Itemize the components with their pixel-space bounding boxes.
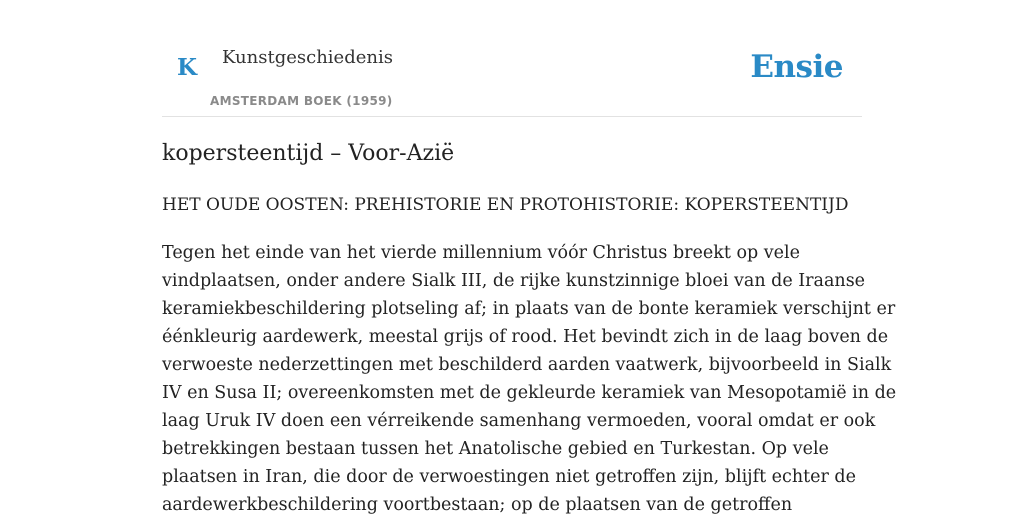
body-line: IV en Susa II; overeenkomsten met de gekleurde keramiek van Mesopotamië in de: [162, 383, 897, 403]
body-line: verwoeste nederzettingen met beschilderd aarden vaatwerk, bijvoorbeeld in Sialk: [162, 355, 892, 375]
body-line: vindplaatsen, onder andere Sialk III, de rijke kunstzinnige bloei van de Iraanse: [162, 271, 866, 291]
body-line: plaatsen in Iran, die door de verwoestingen niet getroffen zijn, blijft echter de: [162, 467, 856, 487]
body-line: betrekkingen bestaan tussen het Anatolische gebied en Turkestan. Op vele: [162, 439, 829, 459]
publication-logo[interactable]: K: [177, 54, 197, 81]
body-line: aardewerkbeschildering voortbestaan; op de plaatsen van de getroffen: [162, 495, 793, 515]
article-title: kopersteentijd – Voor-Azië: [162, 141, 455, 166]
body-line: keramiekbeschildering plotseling af; in plaats van de bonte keramiek verschijnt er: [162, 299, 896, 319]
body-line: laag Uruk IV doen een vérreikende samenhang vermoeden, vooral omdat er ook: [162, 411, 876, 431]
article-page: [162, 0, 897, 515]
article-body: [162, 239, 897, 519]
publication-source: AMSTERDAM BOEK (1959): [210, 94, 393, 108]
body-line: Tegen het einde van het vierde millennium vóór Christus breekt op vele: [162, 243, 800, 263]
body-line: éénkleurig aardewerk, meestal grijs of rood. Het bevindt zich in de laag boven de: [162, 327, 889, 347]
section-heading: HET OUDE OOSTEN: PREHISTORIE EN PROTOHISTORIE: KOPERSTEENTIJD: [162, 195, 849, 215]
header: [162, 0, 862, 117]
brand-logo[interactable]: Ensie: [750, 49, 843, 85]
publication-title[interactable]: Kunstgeschiedenis: [222, 47, 393, 68]
